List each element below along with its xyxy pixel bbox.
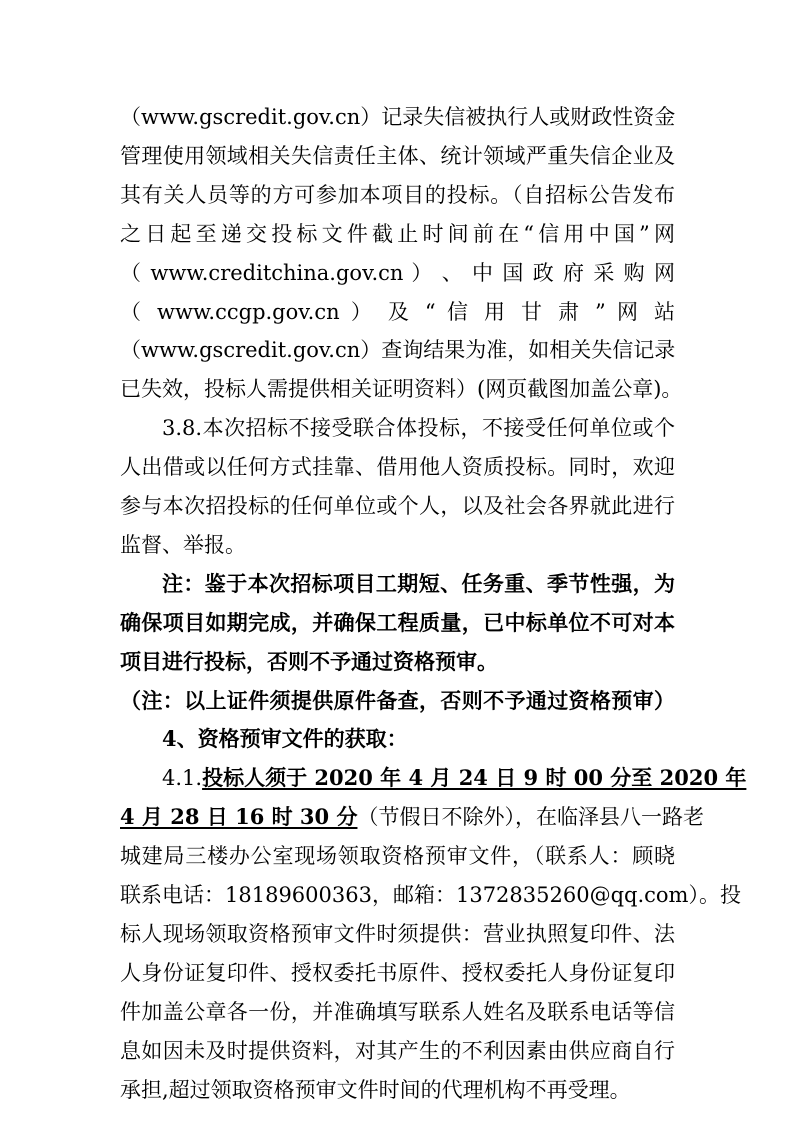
text-line xyxy=(120,486,675,526)
text-line xyxy=(120,836,675,876)
text-segment: 管理使用领域相关失信责任主体、统计领域严重失信企业及 xyxy=(120,143,675,168)
text-segment: 标人现场领取资格预审文件时须提供：营业执照复印件、法 xyxy=(120,921,675,946)
text-line xyxy=(120,369,683,409)
text-segment: 4、资格预审文件的获取： xyxy=(162,726,408,752)
text-line xyxy=(162,719,675,759)
text-line xyxy=(120,797,704,837)
text-segment: 4 月 28 日 16 时 30 分 xyxy=(120,804,358,830)
text-segment: 3.8.本次招标不接受联合体投标，不接受任何单位或个 xyxy=(162,416,675,441)
text-line xyxy=(120,642,675,682)
text-segment: 息如因未及时提供资料，对其产生的不利因素由供应商自行 xyxy=(120,1038,675,1063)
text-segment: 4.1. xyxy=(162,766,203,791)
text-line xyxy=(162,408,675,448)
text-line xyxy=(120,914,675,954)
text-line xyxy=(120,330,675,370)
text-segment: 件加盖公章各一份，并准确填写联系人姓名及联系电话等信 xyxy=(120,999,675,1024)
text-segment: 之日起至递交投标文件截止时间前在“信用中国”网 xyxy=(120,221,675,246)
text-segment: 确保项目如期完成，并确保工程质量，已中标单位不可对本 xyxy=(120,609,675,635)
text-segment: 投标人须于 2020 年 4 月 24 日 9 时 00 分至 2020 年 xyxy=(202,765,747,791)
text-line xyxy=(120,525,675,565)
text-segment: （注：以上证件须提供原件备查，否则不予通过资格预审） xyxy=(120,687,675,713)
text-line xyxy=(120,175,675,215)
text-segment: （ www.creditchina.gov.cn ） 、 中 国 政 府 采 购 网 xyxy=(120,260,675,285)
text-line xyxy=(120,603,675,643)
text-line xyxy=(120,447,675,487)
text-segment: （www.gscredit.gov.cn）记录失信被执行人或财政性资金 xyxy=(120,105,676,129)
text-segment: 城建局三楼办公室现场领取资格预审文件，（联系人：顾晓 xyxy=(120,844,675,869)
text-line xyxy=(120,681,675,721)
text-line xyxy=(120,1070,675,1110)
text-segment: 参与本次招投标的任何单位或个人，以及社会各界就此进行 xyxy=(120,494,675,518)
text-line xyxy=(162,758,747,798)
text-segment: 注：鉴于本次招标项目工期短、任务重、季节性强，为 xyxy=(162,570,675,596)
text-segment: 联系电话：18189600363，邮箱：1372835260@qq.com）。投 xyxy=(120,883,741,907)
text-line xyxy=(162,564,675,604)
text-line xyxy=(120,136,675,176)
text-line xyxy=(120,97,675,137)
text-segment: 已失效，投标人需提供相关证明资料）(网页截图加盖公章)。 xyxy=(120,377,683,402)
text-line xyxy=(120,875,741,915)
text-segment: 其有关人员等的方可参加本项目的投标。（自招标公告发布 xyxy=(120,182,675,207)
text-segment: （www.gscredit.gov.cn）查询结果为准，如相关失信记录 xyxy=(120,338,676,363)
text-line xyxy=(120,953,675,993)
text-line xyxy=(120,253,675,293)
text-line xyxy=(120,992,675,1032)
text-segment: 人身份证复印件、授权委托书原件、授权委托人身份证复印 xyxy=(120,960,675,985)
text-segment: 承担,超过领取资格预审文件时间的代理机构不再受理。 xyxy=(120,1077,631,1102)
text-segment: 监督、举报。 xyxy=(120,532,246,557)
text-line xyxy=(120,1031,675,1071)
text-segment: （ www.ccgp.gov.cn ） 及 “ 信 用 甘 肃 ” 网 站 xyxy=(120,299,675,324)
text-segment: 人出借或以任何方式挂靠、借用他人资质投标。同时，欢迎 xyxy=(120,455,675,480)
text-line xyxy=(120,292,675,332)
text-line xyxy=(120,214,675,254)
text-segment: 项目进行投标，否则不予通过资格预审。 xyxy=(120,648,498,674)
text-segment: （节假日不除外），在临泽县八一路老 xyxy=(357,805,704,830)
